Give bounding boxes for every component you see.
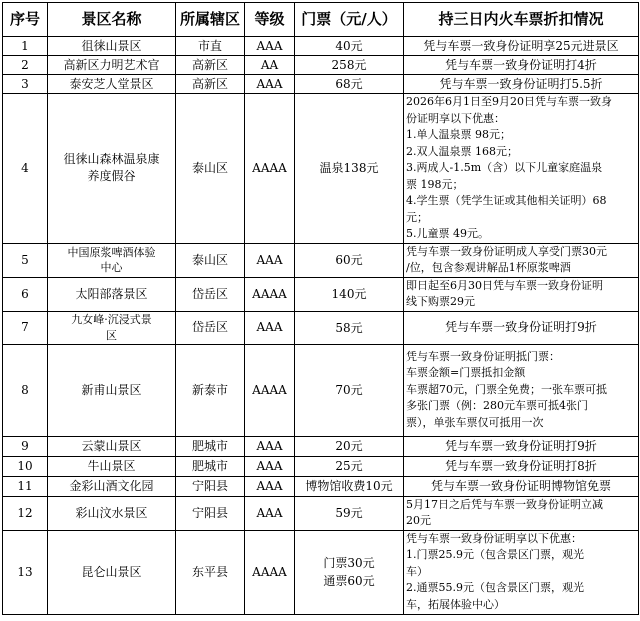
ticket-price [295, 436, 404, 456]
table-row [3, 94, 639, 244]
level: AAA [245, 456, 295, 476]
discount-line: 5.儿童票 49元。 [406, 227, 489, 240]
discount-line: 车） [406, 564, 428, 578]
ticket-price-line: 20元 [335, 439, 363, 453]
discount-line: 2.双人温泉票 168元； [406, 144, 518, 158]
ticket-price-line: 70元 [335, 383, 363, 397]
header-no: 序号 [3, 3, 48, 37]
header-district: 所属辖区 [176, 3, 245, 37]
table-row [3, 456, 639, 476]
scenic-name-line: 高新区力明艺术官 [63, 57, 160, 72]
discount-info [404, 436, 639, 456]
level: AAA [245, 311, 295, 344]
table-row [3, 530, 639, 614]
district: 市直 [176, 37, 245, 56]
level: AAAA [245, 94, 295, 244]
ticket-price-line: 258元 [331, 58, 367, 72]
level: AAA [245, 436, 295, 456]
scenic-name-line: 云蒙山景区 [81, 438, 142, 453]
discount-line: 凭与车票一致身份证明打8折 [445, 458, 597, 473]
district: 高新区 [176, 75, 245, 94]
scenic-name-line: 九女峰·沉浸式景 [71, 313, 152, 326]
discount-info [404, 56, 639, 75]
discount-line: 凭与车票一致身份证明博物馆免票 [430, 478, 611, 493]
discount-line: 2026年6月1日至9月20日凭与车票一致身 [406, 95, 612, 108]
discount-line: 多张门票（例：280元车票可抵4张门 [406, 399, 588, 413]
discount-line: 即日起至6月30日凭与车票一致身份证明 [406, 278, 603, 292]
level: AAA [245, 243, 295, 277]
discount-line: 票），单张车票仅可抵用一次 [406, 415, 544, 429]
scenic-name-line: 徂徕山景区 [81, 38, 142, 53]
header-level: 等级 [245, 3, 295, 37]
level: AAAA [245, 344, 295, 436]
scenic-name-line: 昆仑山景区 [81, 564, 142, 579]
scenic-name-line: 区 [106, 328, 117, 342]
ticket-price-line: 通票60元 [323, 574, 375, 588]
level: AAA [245, 75, 295, 94]
ticket-price [295, 530, 404, 614]
row-number: 4 [3, 94, 48, 244]
district: 宁阳县 [176, 496, 245, 530]
level: AAA [245, 37, 295, 56]
discount-line: 20元 [406, 514, 431, 527]
discount-line: 元； [406, 210, 428, 224]
scenic-name [48, 344, 176, 436]
ticket-price [295, 496, 404, 530]
level: AAA [245, 496, 295, 530]
scenic-name-line: 中国原浆啤酒体验 [67, 245, 156, 259]
row-number: 9 [3, 436, 48, 456]
ticket-price [295, 277, 404, 311]
discount-line: 1.单人温泉票 98元； [406, 128, 511, 141]
ticket-price-line: 门票30元 [323, 556, 375, 570]
discount-line: /位，包含参观讲解品1杯原浆啤酒 [406, 261, 571, 274]
district: 高新区 [176, 56, 245, 75]
ticket-price [295, 75, 404, 94]
table-row [3, 75, 639, 94]
discount-line: 车票金额=门票抵扣金额 [406, 366, 526, 380]
ticket-price [295, 311, 404, 344]
scenic-name [48, 456, 176, 476]
ticket-price [295, 476, 404, 496]
row-number: 2 [3, 56, 48, 75]
ticket-price [295, 94, 404, 244]
row-number: 3 [3, 75, 48, 94]
scenic-name [48, 37, 176, 56]
discount-line: 线下购票29元 [406, 295, 475, 308]
scenic-name [48, 94, 176, 244]
header-name: 景区名称 [48, 3, 176, 37]
scenic-name-line: 养度假谷 [87, 169, 136, 184]
scenic-name [48, 277, 176, 311]
discount-info [404, 344, 639, 436]
district: 肥城市 [176, 436, 245, 456]
table-row [3, 311, 639, 344]
discount-info [404, 243, 639, 277]
discount-info [404, 75, 639, 94]
ticket-price-line: 60元 [335, 253, 363, 267]
district: 肥城市 [176, 456, 245, 476]
row-number: 11 [3, 476, 48, 496]
district: 新泰市 [176, 344, 245, 436]
discount-line: 凭与车票一致身份证明享25元进景区 [423, 38, 619, 53]
discount-info [404, 530, 639, 614]
discount-info [404, 311, 639, 344]
scenic-name-line: 牛山景区 [87, 458, 136, 473]
discount-info [404, 456, 639, 476]
row-number: 10 [3, 456, 48, 476]
district: 岱岳区 [176, 311, 245, 344]
scenic-name [48, 496, 176, 530]
district: 宁阳县 [176, 476, 245, 496]
row-number: 8 [3, 344, 48, 436]
discount-line: 5月17日之后凭与车票一致身份证明立减 [406, 497, 603, 511]
discount-line: 凭与车票一致身份证明打5.5折 [439, 76, 603, 91]
ticket-price-line: 58元 [335, 320, 363, 335]
ticket-price [295, 456, 404, 476]
scenic-name-line: 金彩山酒文化园 [69, 478, 154, 493]
discount-line: 凭与车票一致身份证明抵门票： [406, 349, 560, 363]
scenic-name [48, 243, 176, 277]
ticket-price [295, 243, 404, 277]
discount-line: 凭与车票一致身份证明享以下优惠： [406, 531, 582, 545]
discount-info [404, 496, 639, 530]
ticket-price-line: 140元 [331, 287, 367, 301]
row-number: 13 [3, 530, 48, 614]
scenic-name [48, 56, 176, 75]
scenic-name-line: 中心 [100, 261, 123, 274]
header-row [3, 3, 639, 37]
district: 岱岳区 [176, 277, 245, 311]
scenic-name [48, 311, 176, 344]
ticket-price-line: 68元 [335, 77, 363, 91]
row-number: 6 [3, 277, 48, 311]
table-row [3, 37, 639, 56]
scenic-name [48, 75, 176, 94]
discount-line: 3.两成人-1.5m（含）以下儿童家庭温泉 [406, 161, 603, 174]
ticket-price-line: 温泉138元 [319, 161, 379, 176]
scenic-discount-table [2, 2, 639, 615]
ticket-price-line: 25元 [335, 459, 363, 473]
ticket-price [295, 37, 404, 56]
table-row [3, 476, 639, 496]
header-ticket: 门票（元/人） [295, 3, 404, 37]
scenic-name [48, 436, 176, 456]
scenic-name-line: 徂徕山森林温泉康 [63, 152, 160, 167]
scenic-name-line: 彩山汶水景区 [75, 505, 148, 520]
table-row [3, 56, 639, 75]
scenic-name-line: 太阳部落景区 [75, 286, 148, 301]
table-body [3, 37, 639, 615]
level: AAAA [245, 530, 295, 614]
ticket-price-line: 59元 [335, 506, 363, 520]
row-number: 1 [3, 37, 48, 56]
discount-info [404, 476, 639, 496]
discount-info [404, 277, 639, 311]
ticket-price [295, 344, 404, 436]
discount-line: 1.门票25.9元（包含景区门票，观光 [406, 548, 584, 562]
table-row [3, 496, 639, 530]
scenic-name-line: 泰安芝人堂景区 [69, 76, 154, 91]
table-row [3, 243, 639, 277]
level: AAAA [245, 277, 295, 311]
discount-info [404, 37, 639, 56]
district: 泰山区 [176, 94, 245, 244]
discount-line: 凭与车票一致身份证明成人享受门票30元 [406, 244, 607, 258]
discount-line: 车票超70元，门票全免费；一张车票可抵 [406, 382, 607, 396]
discount-line: 4.学生票（凭学生证或其他相关证明）68 [406, 194, 607, 207]
table-row [3, 436, 639, 456]
ticket-price [295, 56, 404, 75]
ticket-price-line: 40元 [335, 39, 363, 53]
discount-line: 2.通票55.9元（包含景区门票，观光 [406, 581, 584, 595]
district: 泰山区 [176, 243, 245, 277]
district: 东平县 [176, 530, 245, 614]
discount-info [404, 94, 639, 244]
discount-line: 凭与车票一致身份证明打9折 [445, 438, 597, 453]
discount-line: 车，拓展体验中心） [406, 597, 505, 611]
table-row [3, 277, 639, 311]
scenic-name-line: 新甫山景区 [81, 382, 142, 397]
scenic-name [48, 530, 176, 614]
row-number: 12 [3, 496, 48, 530]
row-number: 7 [3, 311, 48, 344]
row-number: 5 [3, 243, 48, 277]
header-discount: 持三日内火车票折扣情况 [404, 3, 639, 37]
discount-line: 凭与车票一致身份证明打9折 [445, 320, 597, 334]
discount-line: 票 198元； [406, 177, 464, 191]
table-row [3, 344, 639, 436]
scenic-name [48, 476, 176, 496]
level: AA [245, 56, 295, 75]
level: AAA [245, 476, 295, 496]
discount-line: 份证明享以下优惠： [406, 111, 505, 125]
ticket-price-line: 博物馆收费10元 [305, 479, 393, 493]
discount-line: 凭与车票一致身份证明打4折 [445, 57, 597, 72]
